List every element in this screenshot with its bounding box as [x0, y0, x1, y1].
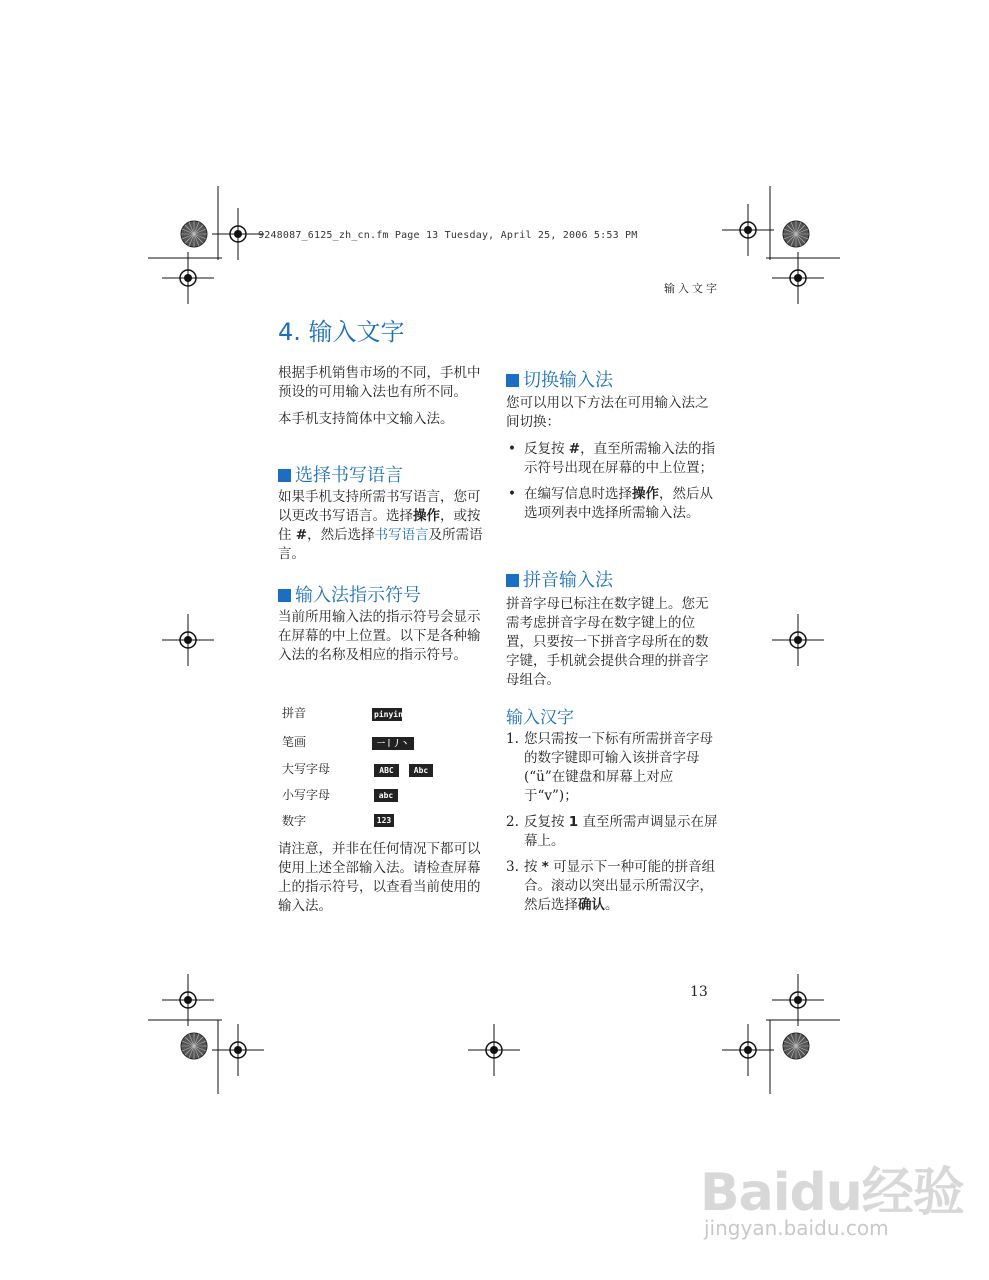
- section-pinyin-text: 拼音字母已标注在数字键上。您无需考虑拼音字母在数字键上的位置，只要按一下拼音字母所在的数字键，手机就会提供合理的拼音字母组合。: [506, 596, 709, 688]
- ime-name-lowercase: 小写字母: [282, 788, 331, 802]
- list-item: 2. 反复按 1 直至所需声调显示在屏幕上。: [506, 814, 718, 849]
- baidu-logo: Baidu经验: [700, 1163, 964, 1223]
- uppercase-indicator-icon: ABC: [374, 764, 399, 777]
- page-number: 13: [690, 984, 708, 1000]
- steps-list: [506, 730, 718, 915]
- stroke-indicator-icon: 一丨丿丶乛: [372, 737, 414, 750]
- ime-name-uppercase: 大写字母: [282, 762, 331, 776]
- section-switch-ime-text: 您可以用以下方法在可用输入法之间切换： • 反复按 #，直至所需输入法的指示符号出现在屏幕的中上位置； • 在编写信息时选择操作，然后从选项列表中选择所需输入法。: [506, 394, 718, 530]
- running-head: 输入文字: [664, 282, 720, 295]
- ime-name-number: 数字: [282, 814, 307, 828]
- number-indicator-icon: 123: [374, 814, 394, 827]
- intro: [278, 364, 486, 437]
- sentence-case-indicator-icon: Abc: [409, 764, 433, 777]
- switch-methods-list: [506, 440, 718, 523]
- section-heading-switch-ime: 切换输入法: [506, 366, 613, 392]
- list-item: 1. 您只需按一下标有所需拼音字母的数字键即可输入该拼音字母 (“ü”在键盘和屏幕上对应于“v”)；: [506, 731, 713, 804]
- list-item: • 反复按 #，直至所需输入法的指示符号出现在屏幕的中上位置；: [506, 440, 718, 478]
- intro-paragraph-1: 根据手机销售市场的不同，手机中预设的可用输入法也有所不同。: [278, 365, 481, 400]
- heading-square-icon: [506, 374, 519, 387]
- section-ime-indicator-text: 当前所用输入法的指示符号会显示在屏幕的中上位置。以下是各种输入法的名称及相应的指示符号。: [278, 609, 481, 663]
- section-heading-pinyin: 拼音输入法: [506, 566, 613, 592]
- ime-note: 请注意，并非在任何情况下都可以使用上述全部输入法。请检查屏幕上的指示符号，以查看当前使用的输入法。: [278, 841, 481, 914]
- watermark-url: jingyan.baidu.com: [704, 1216, 889, 1240]
- list-item: • 在编写信息时选择操作，然后从选项列表中选择所需输入法。: [506, 485, 718, 523]
- lowercase-indicator-icon: abc: [374, 789, 398, 802]
- chapter-title: 4. 输入文字: [278, 318, 405, 346]
- heading-square-icon: [506, 574, 519, 587]
- section-writing-language-text: 如果手机支持所需书写语言，您可以更改书写语言。选择操作，或按住 #，然后选择书写语言及所需语言。: [278, 489, 483, 562]
- section-enter-chinese-text: [506, 730, 718, 922]
- pinyin-indicator-icon: pinyin: [374, 710, 403, 719]
- section-heading-ime-indicator: 输入法指示符号: [278, 581, 421, 607]
- heading-square-icon: [278, 469, 291, 482]
- list-item: 3. 按 * 可显示下一种可能的拼音组合。滚动以突出显示所需汉字，然后选择确认。: [506, 859, 716, 913]
- intro-paragraph-2: 本手机支持简体中文输入法。: [278, 411, 454, 427]
- section-heading-enter-chinese: 输入汉字: [506, 708, 574, 728]
- ime-name-stroke: 笔画: [282, 735, 307, 749]
- section-heading-writing-language: 选择书写语言: [278, 461, 403, 487]
- print-file-info: 9248087_6125_zh_cn.fm Page 13 Tuesday, April 25, 2006 5:53 PM: [258, 230, 638, 241]
- writing-language-link[interactable]: 书写语言: [374, 527, 429, 543]
- heading-square-icon: [278, 589, 291, 602]
- ime-name-pinyin: 拼音: [282, 706, 307, 720]
